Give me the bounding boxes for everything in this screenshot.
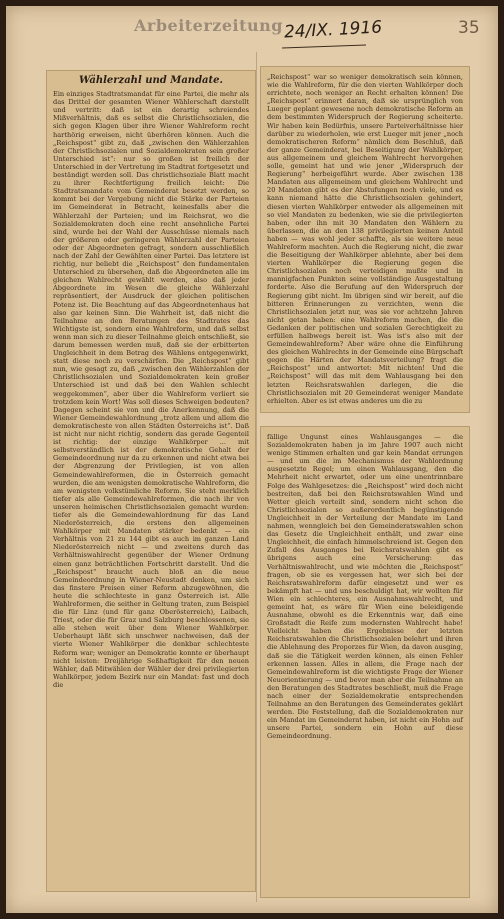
clipping-left-column xyxy=(46,70,256,892)
column-gap xyxy=(256,52,257,902)
clipping-right-bottom xyxy=(260,426,470,898)
masthead: Arbeiterzeitung xyxy=(134,16,283,35)
article-title: Wählerzahl und Mandate. xyxy=(78,75,224,86)
handwritten-date: 24/IX. 1916 xyxy=(283,17,383,43)
article-text-right-bottom: fällige Ungunst eines Wahlausganges — die Sozialdemokraten haben ja im Jahre 1907 auch nicht wenige Stimmen erhalten und gar kein Mandat errungen — und um die im Mechanismus der Wahlordnung ausgesetzte Regel; um einen Wahlausgang, den die Mehrheit nicht erwartet, oder um eine unentrinnbare Folge des Wahlgesetzes: die „Reichspost“ wird doch nicht bestreiten, daß bei den Reichsratswahlen Wind und Wetter gleich verteilt sind, sondern nicht schon die Christlichsozialen so außerordentlich begünstigende Ungleichheit in der Verteilung der Mandate im Land nahmen, wenngleich bei den Gemeinderatswahlen schon das Gesetz die Ungleichheit enthält, und zwar eine Ungleichheit, die einfach himmelschreiend ist. Gegen den Zufall des Ausganges bei Reichsratswahlen gibt es übrigens auch eine Versicherung: das Verhältniswahlrecht, und wie möchten die „Reichspost“ fragen, ob sie es vergessen hat, wer sich bei der Reichsratswahlreform dafür eingesetzt und wer es bekämpft hat — und uns beschuldigt hat, wir wollten für Wien ein schlechteres, ein Ausnahmswahlrecht, und gemeint hat, es wäre für Wien eine beleidigende Ausnahme, obwohl es die Erkenntnis war, daß eine Großstadt die Reife zum modernsten Wahlrecht habe! Vielleicht haben die Ergebnisse der letzten Reichsratswahlen die Christlichsozialen belehrt und ihren die Ablehnung des Proporzes für Wien, da davon ausging, daß sie die Tätigkeit werden können, als einen Fehler erkennen lassen. Alles in allem, die Frage nach der Gemeindewahlreform ist die wichtigste Frage der Wiener Neuorientierung — und bevor man aber die Teilnahme an den Beratungen des Stadtrates beschließt, muß die Frage nach einer der Sozialdemokratie entsprechenden Teilnahme an den Beratungen des Gemeinderates geklärt werden. Die Feststellung, daß die Sozialdemokraten nur ein Mandat im Gemeinderat haben, ist nicht ein Hohn auf unsere Partei, sondern ein Hohn auf diese Gemeindeordnung. xyxy=(267,433,463,741)
article-text-left: Ein einziges Stadtratsmandat für eine Partei, die mehr als das Drittel der gesamten Wiener Wählerschaft darstellt und vertritt: daß ist ein derartig schreiendes Mißverhältnis, daß es selbst die Christlichsozialen, die sich gegen Klagen über ihre Wiener Wahlreform recht harthörig erweisen, nicht überhören können. Auch die „Reichspost“ gibt zu, daß „zwischen den Wählerzahlen der Christlichsozialen und Sozialdemokraten sein großer Unterschied ist“: nur so großen ist freilich der Unterschied in der Vertretung im Stadtrat fortgesetzt und beständigt werden soll. Das christlichsoziale Blatt macht zu ihrer Rechtfertigung freilich leicht: Die Stadtratsmandate vom Gemeinderat besetzt werden, so kommt bei der Vergebung nicht die Stärke der Parteien im Gemeinderat in Betracht, keinesfalls aber die Wählerzahl der Parteien; und im Reichsrat, wo die Sozialdemokraten doch eine recht ansehnliche Partei sind, wurde bei der Wahl der Ausschüsse niemals nach der größeren oder geringeren Wählerzahl der Parteien oder der Abgeordneten gefragt, sondern ausschließlich nach der Zahl der Gewählten einer Partei. Das letztere ist richtig, nur beliebt die „Reichspost“ den fundamentalen Unterschied zu übersehen, daß die Abgeordneten alle im gleichen Wahlrecht gewählt werden, also daß jeder Abgeordnete im Wesen die gleiche Wählerzahl repräsentiert, der Ausdruck der gleichen politischen Potenz ist. Die Beachtung auf das Abgeordnetenhaus hat also gar keinen Sinn. Die Wahrheit ist, daß nicht die Teilnahme an den Beratungen des Stadtrates das Wichtigste ist, sondern eine Wahlreform, und daß selbst wenn man sich zu dieser Teilnahme gleich entschließt, sie darum bemessen werden muß, daß sie der erbitterten Ungleichheit in dem Betrag des Wählens entgegenwirkt, statt diese noch zu verschärfen. Die „Reichspost“ gibt nun, wie gesagt zu, daß „zwischen den Wählerzahlen der Christlichsozialen und Sozialdemokraten kein großer Unterschied ist und daß bei den Wahlen schlecht weggekommen“, aber über die Wahlreform verliert sie trotzdem kein Wort! Was soll dieses Schweigen bedeuten? Dagegen scheint sie von und die Anerkennung, daß die Wiener Gemeindewahlordnung „trotz allem und allem die demokratischeste von allen Städten Österreichs ist“. Daß ist nicht nur nicht richtig, sondern das gerade Gegenteil ist richtig: der einzige Wahlkörper ... mit selbstverständlich ist der demokratische Gehalt der Gemeindeordnung nur da zu erkennen und nicht etwa bei der Abgrenzung der Privilegien, ist von allen Gemeindewahlreformen, die in Österreich gemacht wurden, die am wenigsten demokratische Wahlreform, die am wenigsten volkstümliche Reform. Sie steht merklich tiefer als alle Gemeindewahlreformen, die nach ihr von unseren heimischen Christlichsozialen gemacht wurden: tiefer als die Gemeindewahlordnung für das Land Niederösterreich, die erstens den allgemeinen Wahlkörper mit Mandaten stärker bedenkt — ein Verhältnis von 21 zu 144 gibt es auch im ganzen Land Niederösterreich nicht — und zweitens durch das Verhältniswahlrecht gegenüber der Wiener Ordnung einen ganz beträchtlichen Fortschritt darstellt. Und die „Reichspost“ braucht auch bloß an die neue Gemeindeordnung in Wiener-Neustadt denken, um sich das finstere Preisen einer Reform abzugewöhnen, die heute die schlechteste in ganz Österreich ist. Alle Wahlreformen, die seither in Geltung traten, zum Beispiel die für Linz (und für ganz Oberösterreich), Laibach, Triest, oder die für Graz und Salzburg beschlossenen, sie alle stehen weit über dem Wiener Wahlkörper. Ueberhaupt läßt sich unschwer nachweisen, daß der vierte Wiener Wahlkörper die denkbar schlechteste Reform war; weniger an Demokratie konnte er überhaupt nicht leisten: Dreijährige Seßhaftigkeit für den neuen Wähler, daß Mitwählen der Wähler der drei privilegierten Wahlkörper, jedem Bezirk nur ein Mandat: fast und doch die xyxy=(53,90,249,689)
handwritten-page-number: 35 xyxy=(458,18,480,38)
handwritten-underline xyxy=(282,45,366,49)
article-text-right-top: „Reichspost“ war so weniger demokratisch sein können, wie die Wahlreform, für die den vierten Wahlkörper doch errichtete, noch weniger an Recht erhalten können! Die „Reichspost“ erinnert daran, daß sie ursprünglich von Lueger geplant gewesene noch demokratische Reform an dem bestimmten Widerspruch der Regierung scheiterte. Wir haben kein Bedürfnis, unsere Parteiverhältnisse hier darüber zu wiederholen, wie erst Lueger mit jener „noch demokratischeren Reform“ nämlich dem Beschluß, daß der ganze Gemeinderat, bei Beseitigung der Wahlkörper, aus allgemeinem und gleichem Wahlrecht hervorgehen solle, gemeint hat und wie jener „Widerspruch der Regierung“ herbeigeführt wurde. Aber zwischen 138 Mandaten aus allgemeinem und gleichem Wahlrecht und 20 Mandaten gibt es der Abstufungen noch viele, und es kann niemand hätte die Christlichsozialen gehindert, diesen vierten Wahlkörper entweder als allgemeinen mit so viel Mandaten zu bedenken, wie sie die privilegierten haben, oder ihn mit 30 Mandaten den Wählern zu überlassen, die an den 138 privilegierten keinen Anteil haben — was wohl jeder schaffte, als sie weitere neue Wahlreform machten. Auch die Regierung nicht, die zwar die Beseitigung der Wahlkörper ablehnte, aber bei dem vierten Wahlkörper die Regierung gegen die Christlichsozialen noch verteidigen mußte und in mannigfachen Punkten seine vollständige Ausgestaltung forderte. Also die Berufung auf den Widerspruch der Regierung gibt nicht. Im übrigen sind wir bereit, auf die bitteren Erinnerungen zu verzichten, wenn die Christlichsozialen jetzt nur, was sie vor achtzehn Jahren nicht getan haben: eine Wahlreform machen, die die Gedanken der politischen und sozialen Gerechtigkeit zu erfüllen halbwegs bereit ist. Was ist's also mit der Gemeindewahlreform? Aber wäre ohne die Einführung des gleichen Wahlrechts in der Gemeinde eine Bürgschaft gegen die Härten der Mandatsverteilung? fragt die „Reichspost“ und antwortet: Mit nichten! Und die „Reichspost“ will das mit dem Wahlausgang bei den letzten Reichsratswahlen darlegen, die die Christlichsozialen mit 20 Gemeinderat weniger Mandate erhielten. Aber es ist etwas anderes um die zu xyxy=(267,73,463,405)
clipping-right-top xyxy=(260,66,470,413)
newspaper-sheet xyxy=(6,6,498,913)
